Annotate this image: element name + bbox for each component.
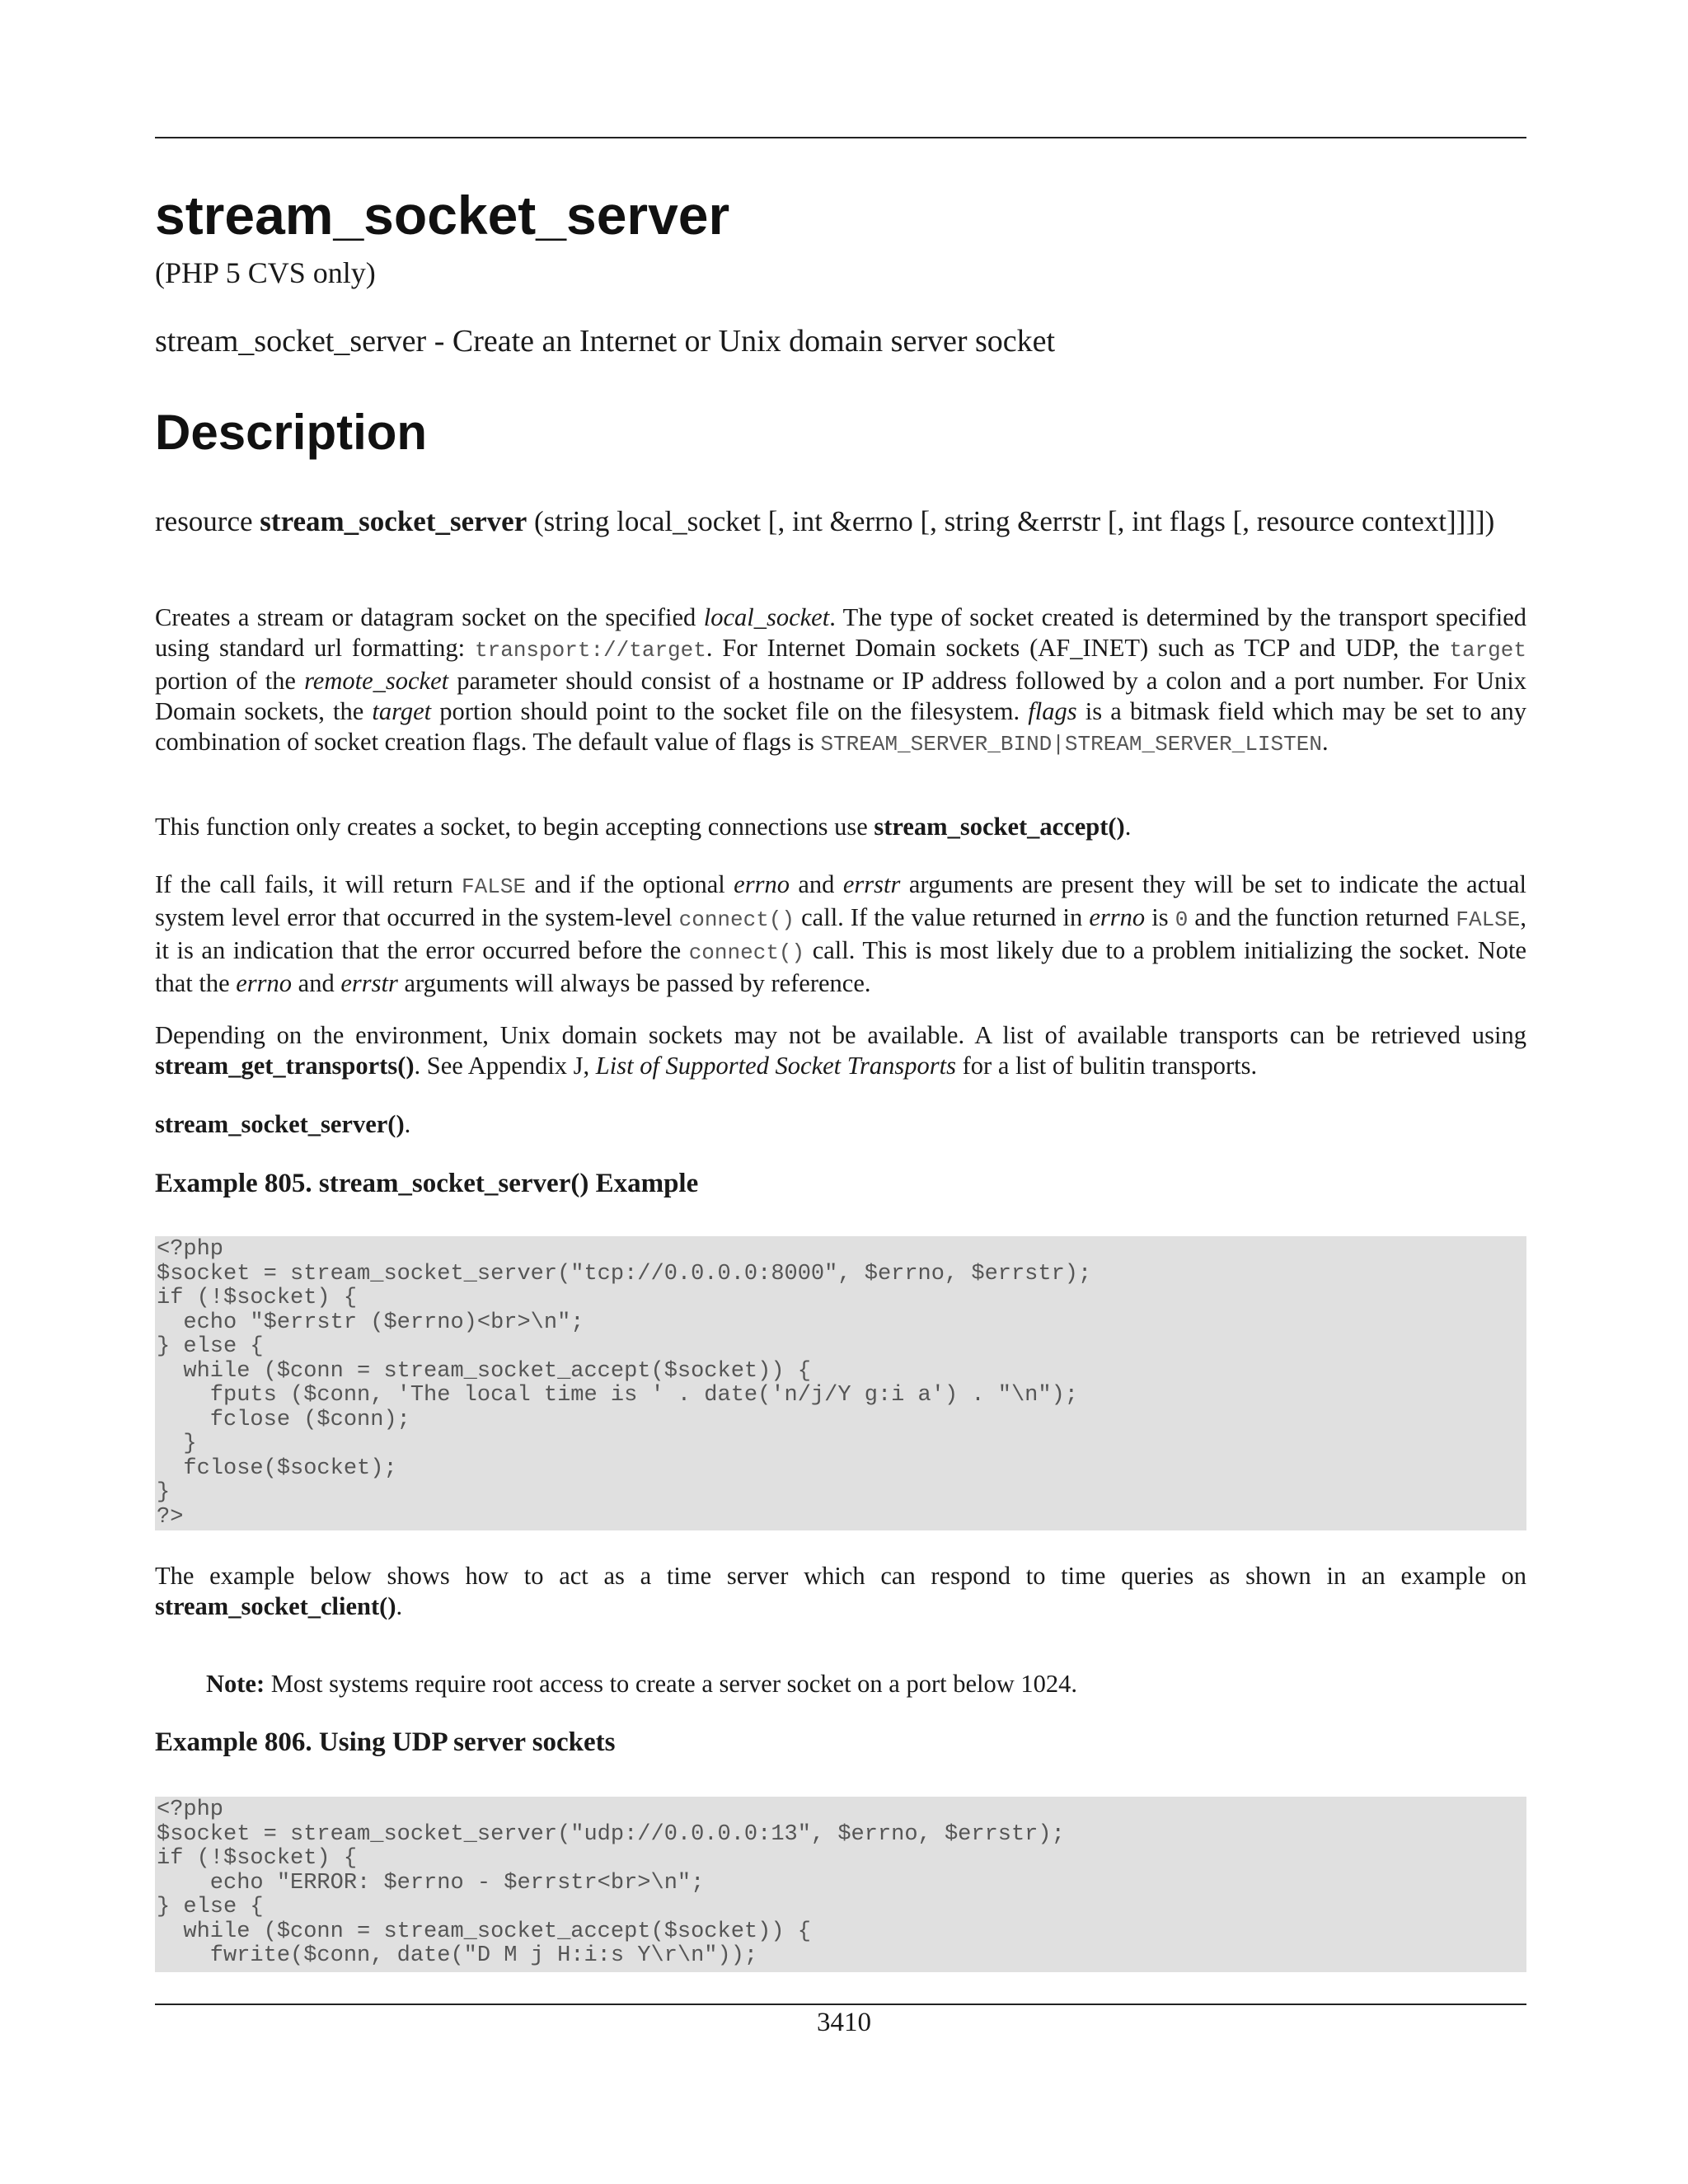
paragraph-transports: Depending on the environment, Unix domain sockets may not be available. A list of available transports can be retrieved using stream_get_transports(). See Appendix J, List of Supported Socket Transports for a list of bulitin transports. [155, 1021, 1526, 1080]
paragraph-errors: If the call fails, it will return FALSE and if the optional errno and errstr arguments are present they will be set to indicate the actual system level error that occurred in the system-level connect() call. If the value returned in errno is 0 and the function returned FALSE, it is an indication that the error occurred before the connect() call. This is most likely due to a problem initializing the socket. Note that the errno and errstr arguments will always be passed by reference. [155, 870, 1526, 997]
example-805-title: Example 805. stream_socket_server() Example [155, 1169, 699, 1198]
function-link-stream-socket-client[interactable]: stream_socket_client() [155, 1592, 396, 1620]
footer-rule [155, 2004, 1526, 2005]
note-label: Note: [206, 1670, 265, 1698]
return-type: resource [155, 505, 253, 537]
availability-note: (PHP 5 CVS only) [155, 256, 376, 289]
header-rule [155, 137, 1526, 138]
paragraph-see-also: stream_socket_server(). [155, 1110, 411, 1138]
example-805-code: <?php $socket = stream_socket_server("tcp://0.0.0.0:8000", $errno, $errstr); if (!$socket) { echo "$errstr ($errno)<br>\n"; } else { while ($conn = stream_socket_accept($socket)) { fputs ($conn, 'The local time is ' . date('n/j/Y g:i a') . "\n"); fclose ($conn); } fclose($socket); } ?> [155, 1236, 1526, 1530]
synopsis-function-name: stream_socket_server [260, 505, 528, 537]
note-root-access [206, 1669, 1525, 1699]
description-heading: Description [155, 405, 428, 460]
function-link-stream-socket-accept[interactable]: stream_socket_accept() [874, 813, 1125, 841]
function-synopsis [155, 504, 1526, 539]
function-link-stream-get-transports[interactable]: stream_get_transports() [155, 1052, 415, 1080]
synopsis-params: (string local_socket [, int &errno [, string &errstr [, int flags [, resource context]]]]) [534, 505, 1495, 537]
example-806-code: <?php $socket = stream_socket_server("udp://0.0.0.0:13", $errno, $errstr); if (!$socket) { echo "ERROR: $errno - $errstr<br>\n"; } else { while ($conn = stream_socket_accept($socket)) { fwrite($conn, date("D M j H:i:s Y\r\n")); [155, 1797, 1526, 1972]
function-link-stream-socket-server[interactable]: stream_socket_server() [155, 1110, 405, 1138]
appendix-link[interactable]: List of Supported Socket Transports [595, 1052, 956, 1080]
paragraph-accept: This function only creates a socket, to begin accepting connections use stream_socket_accept(). [155, 813, 1132, 841]
page-title: stream_socket_server [155, 185, 730, 246]
example-806-title: Example 806. Using UDP server sockets [155, 1727, 616, 1757]
page-number: 3410 [817, 2008, 871, 2037]
paragraph-time-server: The example below shows how to act as a time server which can respond to time queries as shown in an example on stream_socket_client(). [155, 1562, 1526, 1620]
function-summary: stream_socket_server - Create an Internet or Unix domain server socket [155, 324, 1056, 359]
paragraph-creates: Creates a stream or datagram socket on the specified local_socket. The type of socket created is determined by the transport specified using standard url formatting: transport://target. For Internet Domain sockets (AF_INET) such as TCP and UDP, the target portion of the remote_socket parameter should consist of a hostname or IP address followed by a colon and a port number. For Unix Domain sockets, the target portion should point to the socket file on the filesystem. flags is a bitmask field which may be set to any combination of socket creation flags. The default value of flags is STREAM_SERVER_BIND|STREAM_SERVER_LISTEN. [155, 603, 1526, 757]
note-text: Most systems require root access to create a server socket on a port below 1024. [265, 1670, 1077, 1698]
